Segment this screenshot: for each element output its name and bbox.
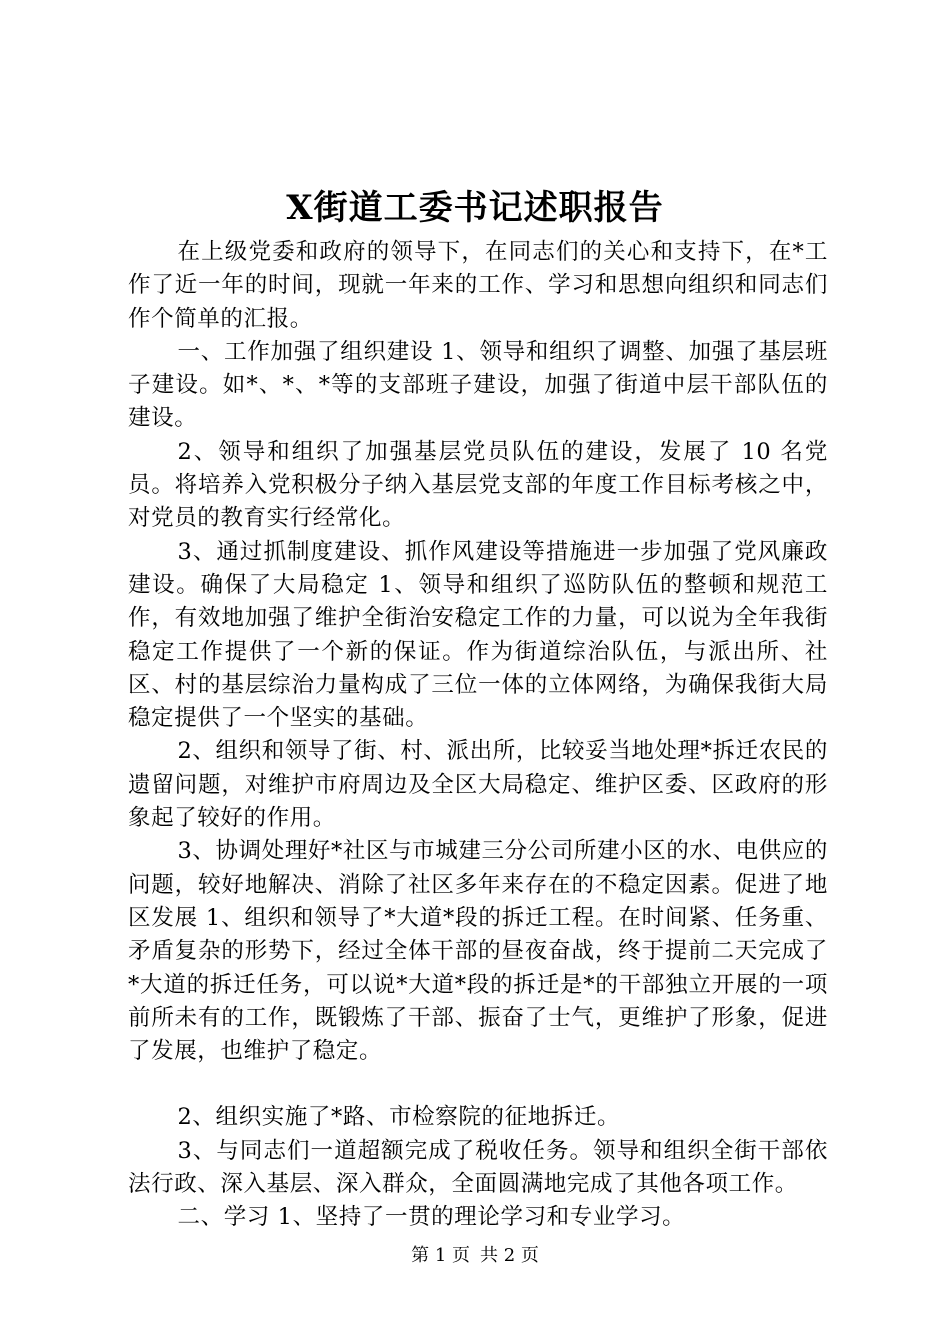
paragraph-gap [128, 1068, 828, 1101]
paragraph-stability-2: 2、组织和领导了街、村、派出所，比较妥当地处理*拆迁农民的遗留问题，对维护市府周边及全区大局稳定、维护区委、区政府的形象起了较好的作用。 [128, 738, 828, 832]
paragraph-intro: 在上级党委和政府的领导下，在同志们的关心和支持下，在*工作了近一年的时间，现就一年来的工作、学习和思想向组织和同志们作个简单的汇报。 [128, 239, 828, 332]
document-body [128, 236, 828, 1235]
page-number: 第 1 页 [411, 1245, 470, 1266]
paragraph-stability-3: 3、协调处理好*社区与市城建三分公司所建小区的水、电供应的问题，较好地解决、消除了社区多年来存在的不稳定因素。促进了地区发展 1、组织和领导了*大道*段的拆迁工程。在时间紧、任务重、矛盾复杂的形势下，经过全体干部的昼夜奋战，终于提前二天完成了*大道的拆迁任务，可以说*大道*段的拆迁是*的干部独立开展的一项前所未有的工作，既锻炼了干部、振奋了士气，更维护了形象，促进了发展，也维护了稳定。 [128, 838, 828, 1065]
paragraph-development-2: 2、组织实施了*路、市检察院的征地拆迁。 [177, 1104, 621, 1131]
page-footer [0, 1244, 950, 1268]
paragraph-study-1: 二、学习 1、坚持了一贯的理论学习和专业学习。 [177, 1204, 686, 1231]
paragraph-org-building-3: 3、通过抓制度建设、抓作风建设等措施进一步加强了党风廉政建设。确保了大局稳定 1、领导和组织了巡防队伍的整顿和规范工作，有效地加强了维护全街治安稳定工作的力量，可以说为全年我街稳定工作提供了一个新的保证。作为街道综治队伍，与派出所、社区、村的基层综治力量构成了三位一体的立体网络，为确保我街大局稳定提供了一个坚实的基础。 [128, 538, 828, 732]
paragraph-org-building-1: 一、工作加强了组织建设 1、领导和组织了调整、加强了基层班子建设。如*、*、*等的支部班子建设，加强了街道中层干部队伍的建设。 [128, 338, 828, 432]
paragraph-development-3: 3、与同志们一道超额完成了税收任务。领导和组织全街干部依法行政、深入基层、深入群众，全面圆满地完成了其他各项工作。 [128, 1137, 828, 1198]
document-title: X街道工委书记述职报告 [286, 188, 664, 228]
page-total: 共 2 页 [480, 1245, 539, 1266]
paragraph-org-building-2: 2、领导和组织了加强基层党员队伍的建设，发展了 10 名党员。将培养入党积极分子纳入基层党支部的年度工作目标考核之中，对党员的教育实行经常化。 [128, 438, 828, 532]
